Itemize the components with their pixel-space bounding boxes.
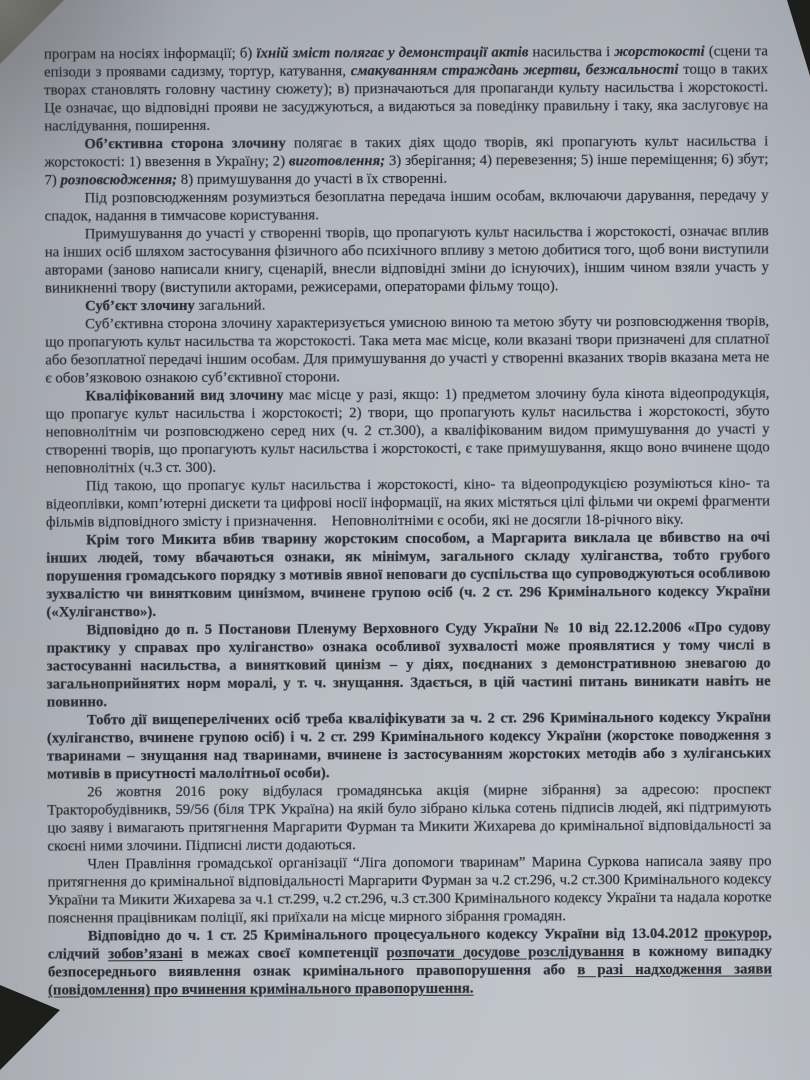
text-run: (сцени та епізоди з проявами садизму, тортур, катування, [44,43,768,81]
text-run: 3) зберігання; 4) перевезення; 5) інше переміщення; 6) збут; 7) [44,151,769,189]
text-run: Суб’єктивна сторона злочину характеризується умисною виною та метою збуту чи розповсюдження творів, що пропагують культ насильства та жорстокості. Така мета має місце, коли вказані твори призначені для сплатної або безоплатної передачі іншим особам. Для примушування до участі у створенні вказаних творів вказана мета не є обов’язковою ознакою суб’єктивної сторони. [45,313,770,387]
text-run: 8) примушування до участі в їх створенні. [180,170,448,188]
text-run: Відповідно до ч. 1 ст. 25 Кримінального процесуального кодексу України від 13.04.2012 [87,925,705,945]
text-run: програм на носіях інформації; б) [43,45,257,63]
text-run: Тобто дії вищеперелічених осіб треба кваліфікувати за ч. 2 ст. 296 Кримінального кодексу України (хуліганство, вчинене групою осіб) і ч. 2 ст. 299 Кримінального кодексу України (жорстоке поводження з тваринами – знущання над тваринами, вчинене із застосуванням жорстоких методів або з хуліганських мотивів в присутності малолітньої особи). [46,709,772,783]
text-run: має місце у разі, якщо: 1) предметом злочину була кінота відеопродукція, що пропагує культ насильства і жорстокості; 2) твори, що пропагують культ насильства і жорстокості, збуто неповнолітнім чи розповсюджено серед них (ч. 2 ст.300), а кваліфікованим видом примушування до участі у створенні творів, що пропагують культ насильства і жорстокості, є таке примушування, якщо воно вчинене щодо неповнолітніх (ч.3 ст. 300). [45,385,770,477]
text-run: , слідчий [47,925,772,963]
paragraph [47,852,771,927]
paragraph [47,780,771,855]
text-run: Під розповсюдженням розумиэться безоплатна передача іншим особам, включаючи дарування, передачу у спадок, надання в тимчасове користування. [44,187,769,225]
text-run: Під такою, що пропагує культ насильства і жорстокості, кіно- та відеопродукцією розуміються кіно- та відеоплівки, комп’ютерні дискети та цифрові носії інформації, на яких містяться цілі фільми чи окремі фрагменти фільмів відповідного змісту і призначення. Неповнолітніми є особи, які не досягли 18-річного віку. [45,475,770,531]
paragraph [45,222,769,297]
paragraph [48,924,772,999]
text-run: загальний. [198,297,266,314]
text-run: Крім того Микита вбив тварину жорстоким способом, а Маргарита виклала це вбивство на очі інших людей, тому вбачаються ознаки, як мінімум, загального складу хуліганства, тобто грубого порушення громадського порядку з мотивів явної неповаги до суспільства що супроводжуються особливою зухвалістю чи винятковим цинізмом, вчинене групою осіб (ч. 2 ст. 296 Кримінального кодексу України («Хуліганство»). [46,529,771,621]
text-run: в межах своєї компетенції [182,945,387,962]
text-run: в разі надходження заяви (повідомлення) про вчинення кримінального правопорушення. [48,961,773,999]
paragraph [45,186,769,225]
paragraph [45,312,769,387]
text-run: насильства і [532,44,615,61]
text-run: Примушування до участі у створенні творів, що пропагують культ насильства і жорстокості, означає вплив на інших осіб шляхом застосування фізичного або психічного впливу з метою добитися того, щоб вони виступили авторами (заново написали книгу, сценарій, внесли відповідні зміни до існуючих), іншим чином взяли участь у виникненні твору (виступили акторами, режисерами, операторами фільму тощо). [44,223,769,297]
text-run: жорстокості [614,43,709,61]
text-run: Суб’єкт злочину [85,297,199,315]
paragraph [47,708,771,783]
text-run: Відповідно до п. 5 Постанови Пленуму Верховного Суду України № 10 від 22.12.2006 «Про судову практику у справах про хуліганство» ознака особливої зухвалості може проявлятися у тому числі в застосуванні насильства, а винятковий цинізм – у діях, поєднаних з демонстративною зневагою до загальноприйнятих норм моралі, у т. ч. знущання. Здається, в цій частині питань виникати навіть не повинно. [46,619,771,711]
text-run: розповсюдження; [60,171,181,189]
text-run: Кваліфікований вид злочину [85,387,290,405]
text-run: Об’єктивна сторона злочину [84,135,294,153]
text-run: зобов’язані [108,945,183,963]
text-run: виготовлення; [288,153,389,170]
paragraph [46,528,770,621]
paragraph [44,132,768,189]
text-run: 26 жовтня 2016 року відбулася громадянська акція (мирне зібрання) за адресою: проспект Тракторобудівникв, 59/56 (біля ТРК Україна) на якій було зібрано кілька сотень підписів людей, які підтримують цю заяву і вимагають притягнення Маргарити Фурман та Микити Жихарева до кримінальної відповідальності за скоєні ними злочини. Підписні листи додаються. [47,781,772,855]
paragraph [45,384,769,477]
paragraph [46,474,770,531]
paragraph [46,618,770,711]
text-run: тощо в таких творах становлять головну частину сюжету); в) призначаються для пропаганди культу насильства і жорстокості. Це означає, що відповідні прояви не засуджуються, а видаються за поведінку правильну і таку, яка заслуговує на наслідування, поширення. [44,61,769,135]
text-run: полягає в таких діях щодо творів, які пропагують культ насильства і жорстокості: 1) ввезення в Україну; 2) [44,133,769,171]
paragraph [44,42,768,135]
text-run: смакуванням страждань жертви, безжальності [350,61,684,80]
text-run: їхній зміст полягає у демонстрації актів [256,44,533,62]
text-run: прокурор [704,925,769,942]
text-run: Член Правління громадської організації “Ліга допомоги тваринам” Марина Суркова написала заяву про притягнення до кримінальної відповідальності Маргарити Фурман за ч.2 ст.296, ч.2 ст.300 Кримінального кодексу України та Микити Жихарева за ч.1 ст.299, ч.2 ст.296, ч.3 ст.300 Кримінального кодексу України та надала коротке пояснення працівникам поліції, які приїхали на місце мирного зібрання громадян. [47,853,772,927]
document-text [44,42,772,999]
text-run: в кожному випадку безпосереднього виявлення ознак кримінального правопорушення або [47,943,772,981]
text-run: розпочати досудове розслідування [386,944,625,962]
